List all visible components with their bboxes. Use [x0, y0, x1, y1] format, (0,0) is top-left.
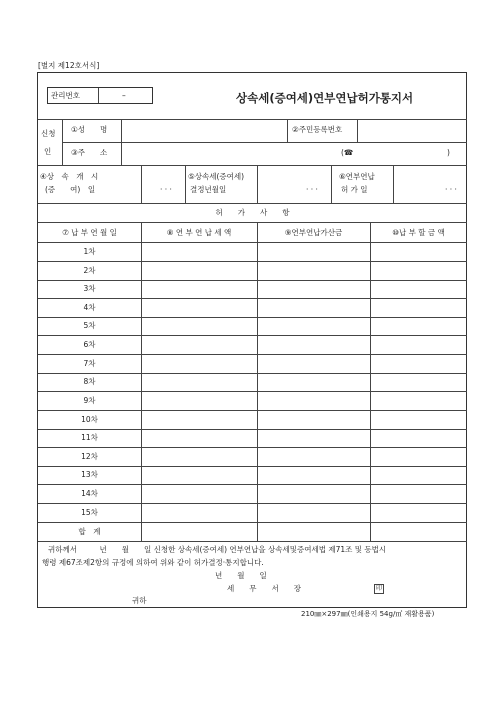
table-row-10: 10차 — [81, 415, 98, 424]
inheritance-start-label-1: ④상 속 개 시 — [40, 172, 99, 181]
table-row-6: 6차 — [83, 340, 96, 349]
col-header-amount-due: ⑩납 부 할 금 액 — [392, 228, 445, 237]
id-number-label: ②주민등록번호 — [292, 125, 343, 134]
phone-close: ) — [447, 148, 450, 157]
table-row-5: 5차 — [83, 321, 96, 330]
notice-line-2: 행령 제67조제2항의 규정에 의하여 위와 같이 허가결정·통지합니다. — [42, 558, 264, 567]
paper-spec-footer: 210㎜×297㎜(인쇄용지 54g/㎡ 재활용품) — [301, 610, 435, 618]
inheritance-start-label-2: (증 여) 일 — [45, 185, 96, 194]
form-reference: [별지 제12호서식] — [38, 61, 100, 70]
phone-open: (☎ — [341, 148, 354, 157]
table-row-3: 3차 — [83, 284, 96, 293]
col-header-payment-date: ⑦ 납 부 연 월 일 — [62, 228, 117, 237]
notice-date: 년 월 일 — [215, 571, 267, 580]
address-label: ③주 소 — [71, 148, 108, 157]
permit-date-label-2: 허 가 일 — [341, 185, 368, 194]
table-row-1: 1차 — [83, 247, 96, 256]
management-number-label: 관리번호 — [51, 91, 80, 100]
permit-date-label-1: ⑥연부연납 — [339, 172, 375, 181]
table-row-15: 15차 — [81, 508, 98, 517]
table-row-2: 2차 — [83, 266, 96, 275]
table-row-8: 8차 — [83, 377, 96, 386]
table-row-7: 7차 — [83, 359, 96, 368]
col-header-surcharge: ⑨연부연납가산금 — [284, 228, 343, 237]
table-row-13: 13차 — [81, 470, 98, 479]
form-title: 상속세(증여세)연부연납허가통지서 — [236, 91, 414, 105]
management-number-value: – — [122, 91, 126, 100]
table-row-9: 9차 — [83, 396, 96, 405]
table-row-14: 14차 — [81, 489, 98, 498]
decision-date-dots: · · · — [306, 185, 318, 194]
decision-date-label-1: ⑤상속세(증여세) — [188, 172, 245, 181]
table-row-11: 11차 — [81, 433, 98, 442]
recipient-suffix: 귀하 — [132, 596, 147, 605]
table-row-total: 합 계 — [78, 527, 101, 536]
table-row-4: 4차 — [83, 303, 96, 312]
col-header-installment-tax: ⑧ 연 부 연 납 세 액 — [166, 228, 232, 237]
official-seal-mark: 印 — [375, 585, 382, 592]
name-label: ①성 명 — [71, 125, 108, 134]
start-date-dots: · · · — [160, 185, 172, 194]
permit-date-dots: · · · — [445, 185, 457, 194]
notice-line-1: 귀하께서 년 월 일 신청한 상속세(증여세) 연부연납을 상속세및증여세법 제71조 및 동법시 — [48, 545, 387, 554]
applicant-label-1: 신청 — [41, 129, 56, 138]
applicant-label-2: 인 — [44, 147, 52, 156]
permit-section-title: 허 가 사 항 — [215, 208, 290, 217]
decision-date-label-2: 결정년월일 — [190, 185, 227, 194]
tax-office-head: 세 무 서 장 — [227, 584, 301, 593]
table-row-12: 12차 — [81, 452, 98, 461]
